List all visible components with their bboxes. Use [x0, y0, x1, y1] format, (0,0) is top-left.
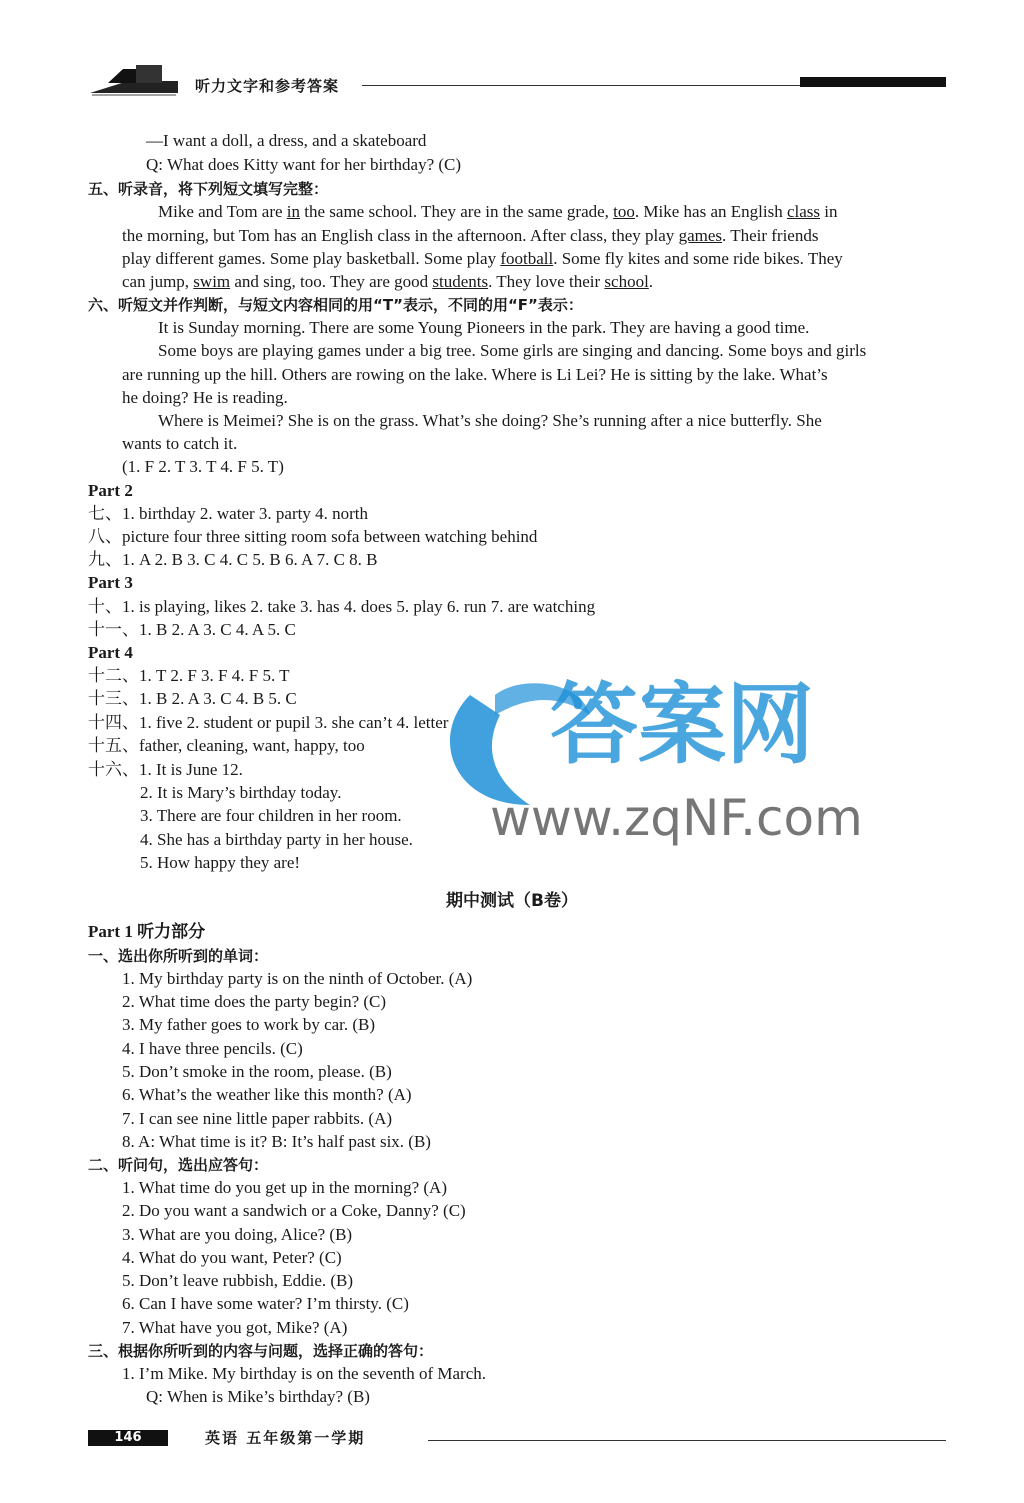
header-bar	[800, 77, 946, 87]
list-item: 2. What time does the party begin? (C)	[122, 992, 387, 1011]
page-header	[0, 55, 1024, 115]
passage-line: It is Sunday morning. There are some Young Pioneers in the park. They are having a good time.	[158, 318, 810, 337]
answer-line: 十五、father, cleaning, want, happy, too	[88, 736, 365, 755]
list-item: 1. I’m Mike. My birthday is on the seventh of March.	[122, 1364, 487, 1383]
part-heading: Part 3	[88, 573, 133, 592]
passage-line: Some boys are playing games under a big tree. Some girls are singing and dancing. Some boys and girls	[158, 341, 867, 360]
answer-line: 八、picture four three sitting room sofa between watching behind	[88, 527, 538, 546]
header-rule	[362, 85, 802, 86]
section-5-title: 五、听录音，将下列短文填写完整：	[88, 180, 329, 198]
footer-rule	[428, 1440, 946, 1441]
page-number: 146	[88, 1430, 168, 1446]
answer-line: 七、1. birthday 2. water 3. party 4. north	[88, 504, 368, 523]
answer-line: 十、1. is playing, likes 2. take 3. has 4. does 5. play 6. run 7. are watching	[88, 597, 596, 616]
passage-line: Where is Meimei? She is on the grass. What’s she doing? She’s running after a nice butterfly. She	[158, 411, 822, 430]
answer-line: 十二、1. T 2. F 3. F 4. F 5. T	[88, 666, 290, 685]
part-heading: Part 1 听力部分	[88, 922, 206, 941]
blank-answer: students	[432, 272, 489, 291]
list-item: 8. A: What time is it? B: It’s half past six. (B)	[122, 1132, 431, 1151]
passage-line: wants to catch it.	[122, 434, 238, 453]
list-item: 7. What have you got, Mike? (A)	[122, 1318, 348, 1337]
passage-line: are running up the hill. Others are rowing on the lake. Where is Li Lei? He is sitting by the lake. What’s	[122, 365, 828, 384]
answer-line: 九、1. A 2. B 3. C 4. C 5. B 6. A 7. C 8. B	[88, 550, 378, 569]
list-item: 3. What are you doing, Alice? (B)	[122, 1225, 353, 1244]
passage-line: Mike and Tom are in the same school. They are in the same grade, too. Mike has an English class in	[158, 202, 838, 221]
question-line: Q: When is Mike’s birthday? (B)	[146, 1387, 370, 1406]
answer-line: (1. F 2. T 3. T 4. F 5. T)	[122, 457, 284, 476]
blank-answer: in	[286, 202, 301, 221]
passage-line: can jump, swim and sing, too. They are good students. They love their school.	[122, 272, 654, 291]
list-item: 1. What time do you get up in the morning? (A)	[122, 1178, 447, 1197]
list-item: 6. Can I have some water? I’m thirsty. (C)	[122, 1294, 409, 1313]
list-item: 3. My father goes to work by car. (B)	[122, 1015, 376, 1034]
list-item: 4. I have three pencils. (C)	[122, 1039, 303, 1058]
answer-line: 十六、1. It is June 12.	[88, 760, 243, 779]
blank-answer: football	[500, 249, 554, 268]
section-1-title: 一、选出你所听到的单词：	[88, 947, 269, 965]
list-item: 1. My birthday party is on the ninth of October. (A)	[122, 969, 473, 988]
list-item: 6. What’s the weather like this month? (A)	[122, 1085, 412, 1104]
answer-line: 十四、1. five 2. student or pupil 3. she can’t 4. letter	[88, 713, 449, 732]
dialogue-line: —I want a doll, a dress, and a skateboard	[146, 131, 427, 150]
answer-line: 十一、1. B 2. A 3. C 4. A 5. C	[88, 620, 296, 639]
part-heading: Part 2	[88, 481, 133, 500]
blank-answer: school	[604, 272, 649, 291]
answer-line: 十三、1. B 2. A 3. C 4. B 5. C	[88, 689, 297, 708]
part-heading: Part 4	[88, 643, 133, 662]
section-6-title: 六、听短文并作判断，与短文内容相同的用“T”表示，不同的用“F”表示：	[88, 296, 583, 314]
answer-line: 5. How happy they are!	[140, 853, 301, 872]
passage-line: play different games. Some play basketball. Some play football. Some fly kites and some ride bikes. They	[122, 249, 843, 268]
list-item: 5. Don’t leave rubbish, Eddie. (B)	[122, 1271, 354, 1290]
question-line: Q: What does Kitty want for her birthday? (C)	[146, 155, 462, 174]
section-3-title: 三、根据你所听到的内容与问题，选择正确的答句：	[88, 1342, 434, 1360]
answer-line: 2. It is Mary’s birthday today.	[140, 783, 342, 802]
blank-answer: class	[786, 202, 820, 221]
passage-line: the morning, but Tom has an English class in the afternoon. After class, they play games. Their friends	[122, 226, 819, 245]
blank-answer: games	[678, 226, 722, 245]
answer-line: 4. She has a birthday party in her house.	[140, 830, 413, 849]
watermark-logo	[440, 655, 920, 855]
list-item: 7. I can see nine little paper rabbits. (A)	[122, 1109, 393, 1128]
blank-answer: swim	[193, 272, 231, 291]
watermark-url: www.zqNF.com	[490, 789, 863, 847]
section-2-title: 二、听问句，选出应答句：	[88, 1156, 269, 1174]
books-logo-icon	[88, 63, 180, 97]
list-item: 4. What do you want, Peter? (C)	[122, 1248, 342, 1267]
blank-answer: too	[613, 202, 635, 221]
list-item: 5. Don’t smoke in the room, please. (B)	[122, 1062, 392, 1081]
watermark-cn: 答案网	[550, 673, 815, 776]
answer-line: 3. There are four children in her room.	[140, 806, 402, 825]
header-title: 听力文字和参考答案	[195, 77, 340, 95]
footer-text: 英语 五年级第一学期	[205, 1429, 366, 1447]
midterm-title: 期中测试（B卷）	[446, 891, 578, 911]
list-item: 2. Do you want a sandwich or a Coke, Danny? (C)	[122, 1201, 466, 1220]
passage-line: he doing? He is reading.	[122, 388, 288, 407]
